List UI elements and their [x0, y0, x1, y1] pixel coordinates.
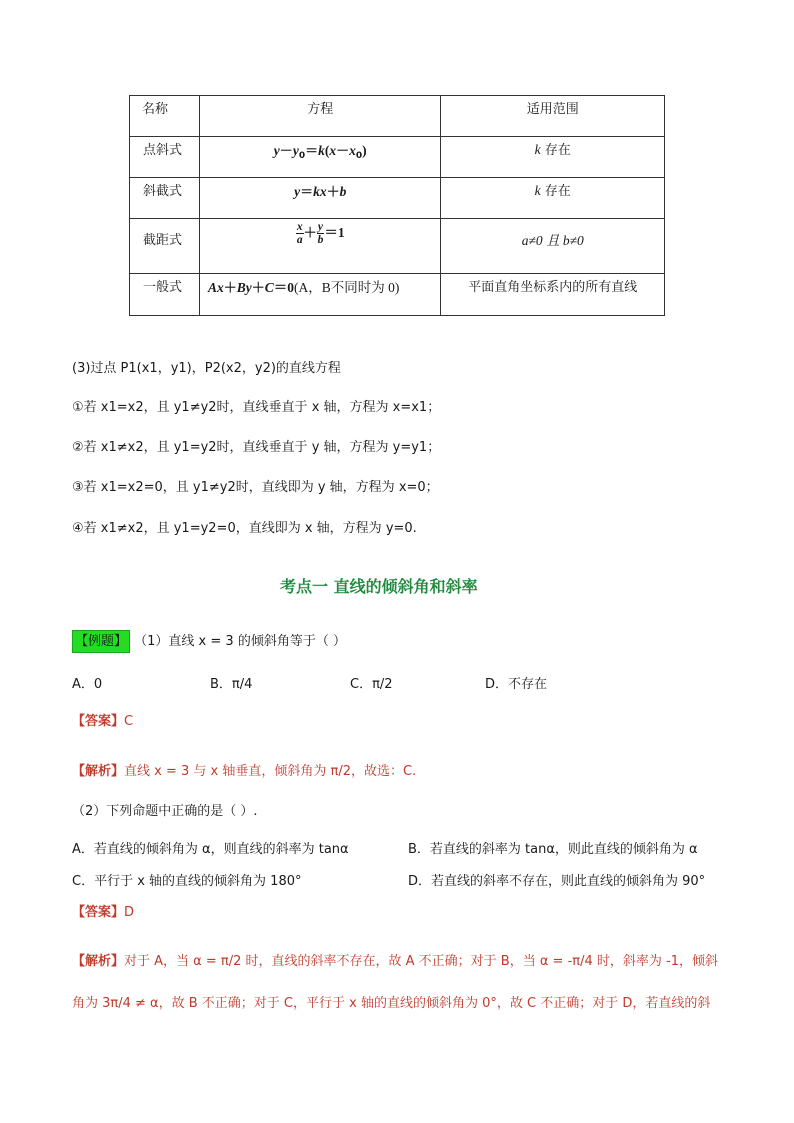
table-row	[130, 274, 665, 316]
equation-note: (A，B不同时为 0)	[294, 280, 400, 295]
analysis-1	[72, 760, 416, 779]
example-question-1	[72, 630, 346, 649]
choice-2d: D．若直线的斜率不存在，则此直线的倾斜角为 90°	[408, 874, 706, 889]
header-equation	[199, 96, 441, 137]
section3-item	[72, 396, 440, 415]
analysis-tag: 【解析】	[72, 954, 125, 969]
header-name-text: 名称	[141, 102, 168, 117]
row-equation-cell	[199, 178, 441, 219]
row-equation-cell	[199, 274, 441, 316]
range-var: k	[534, 142, 541, 157]
range-text: 平面直角坐标系内的所有直线	[468, 280, 638, 295]
answer-1	[72, 710, 133, 729]
row-range-cell	[441, 219, 665, 274]
row-range	[441, 137, 664, 158]
row-range	[441, 178, 664, 199]
intercept-equation: $\frac{x}{a}$ ＋ $\frac{y}{b}$ ＝1	[296, 221, 345, 246]
header-name	[130, 96, 200, 137]
section3-item-text: ③若 x1=x2=0，且 y1≠y2时，直线即为 y 轴，方程为 x=0；	[72, 480, 439, 495]
row-range-cell	[441, 137, 665, 178]
row-equation-cell	[199, 219, 441, 274]
section3-intro-text: (3)过点 P1(x1，y1)，P2(x2，y2)的直线方程	[72, 361, 341, 376]
answer-1-text: C	[124, 714, 134, 729]
point-slope-equation: $y-y_0=k(x-x_0)$	[273, 143, 367, 161]
row-name: 点斜式	[143, 143, 183, 158]
section3-item-text: ①若 x1=x2，且 y1≠y2时，直线垂直于 x 轴，方程为 x=x1；	[72, 400, 441, 415]
header-range	[441, 96, 665, 137]
analysis-2-line1	[72, 950, 718, 969]
table-row	[130, 219, 665, 274]
choice-a: A．0	[72, 677, 103, 692]
range-text: a≠0 且 b≠0	[521, 233, 584, 248]
row-name-cell	[130, 178, 200, 219]
answer-2	[72, 901, 134, 920]
row-name: 斜截式	[143, 184, 183, 199]
example-question-2: （2）下列命题中正确的是（ ）.	[72, 804, 258, 819]
answer-2-text: D	[124, 905, 135, 920]
analysis-tag: 【解析】	[72, 764, 125, 779]
choice-b: B．π/4	[210, 677, 253, 692]
row-range	[441, 219, 664, 249]
analysis-1-text: 直线 x = 3 与 x 轴垂直，倾斜角为 π/2，故选：C.	[124, 764, 417, 779]
section3-item	[72, 436, 440, 455]
table-header-row	[130, 96, 665, 137]
example-tag: 【例题】	[72, 630, 130, 653]
range-text: 存在	[544, 184, 571, 199]
choice-2c: C．平行于 x 轴的直线的倾斜角为 180°	[72, 874, 302, 889]
line-equation-table	[129, 95, 665, 316]
row-name: 截距式	[143, 233, 183, 248]
row-name-cell	[130, 219, 200, 274]
choice-2a: A．若直线的倾斜角为 α，则直线的斜率为 tanα	[72, 842, 349, 857]
row-name-cell	[130, 137, 200, 178]
header-range-text: 适用范围	[526, 102, 579, 117]
section-heading: 考点一 直线的倾斜角和斜率	[280, 577, 478, 596]
row-range-cell	[441, 178, 665, 219]
general-equation: Ax＋By＋C＝0(A，B不同时为 0)	[207, 280, 400, 296]
row-name-cell	[130, 274, 200, 316]
choice-2b: B．若直线的斜率为 tanα，则此直线的倾斜角为 α	[408, 842, 698, 857]
table-row	[130, 178, 665, 219]
choice-c: C．π/2	[350, 677, 393, 692]
analysis-2-line2	[72, 992, 710, 1011]
header-equation-text: 方程	[307, 102, 334, 117]
section3-item-text: ②若 x1≠x2，且 y1=y2时，直线垂直于 y 轴，方程为 y=y1；	[72, 440, 441, 455]
section3-intro	[72, 357, 341, 376]
slope-intercept-equation: y＝kx＋b	[294, 184, 347, 200]
question-1-text: （1）直线 x = 3 的倾斜角等于（ ）	[134, 634, 346, 649]
range-var: k	[534, 183, 541, 198]
row-equation-cell	[199, 137, 441, 178]
section3-item-text: ④若 x1≠x2，且 y1=y2=0，直线即为 x 轴，方程为 y=0.	[72, 521, 417, 536]
analysis-2-line1-text: 对于 A，当 α = π/2 时，直线的斜率不存在，故 A 不正确；对于 B，当 α = -π/4 时，斜率为 -1，倾斜	[124, 954, 718, 969]
answer-tag: 【答案】	[72, 905, 125, 920]
answer-tag: 【答案】	[72, 714, 125, 729]
section3-item	[72, 476, 439, 495]
table-row	[130, 137, 665, 178]
row-name: 一般式	[143, 280, 183, 295]
section3-item	[72, 517, 417, 536]
row-range-cell	[441, 274, 665, 316]
range-text: 存在	[544, 143, 571, 158]
choice-d: D．不存在	[485, 677, 548, 692]
analysis-2-line2-text: 角为 3π/4 ≠ α，故 B 不正确；对于 C，平行于 x 轴的直线的倾斜角为 0°，故 C 不正确；对于 D，若直线的斜	[72, 996, 711, 1011]
